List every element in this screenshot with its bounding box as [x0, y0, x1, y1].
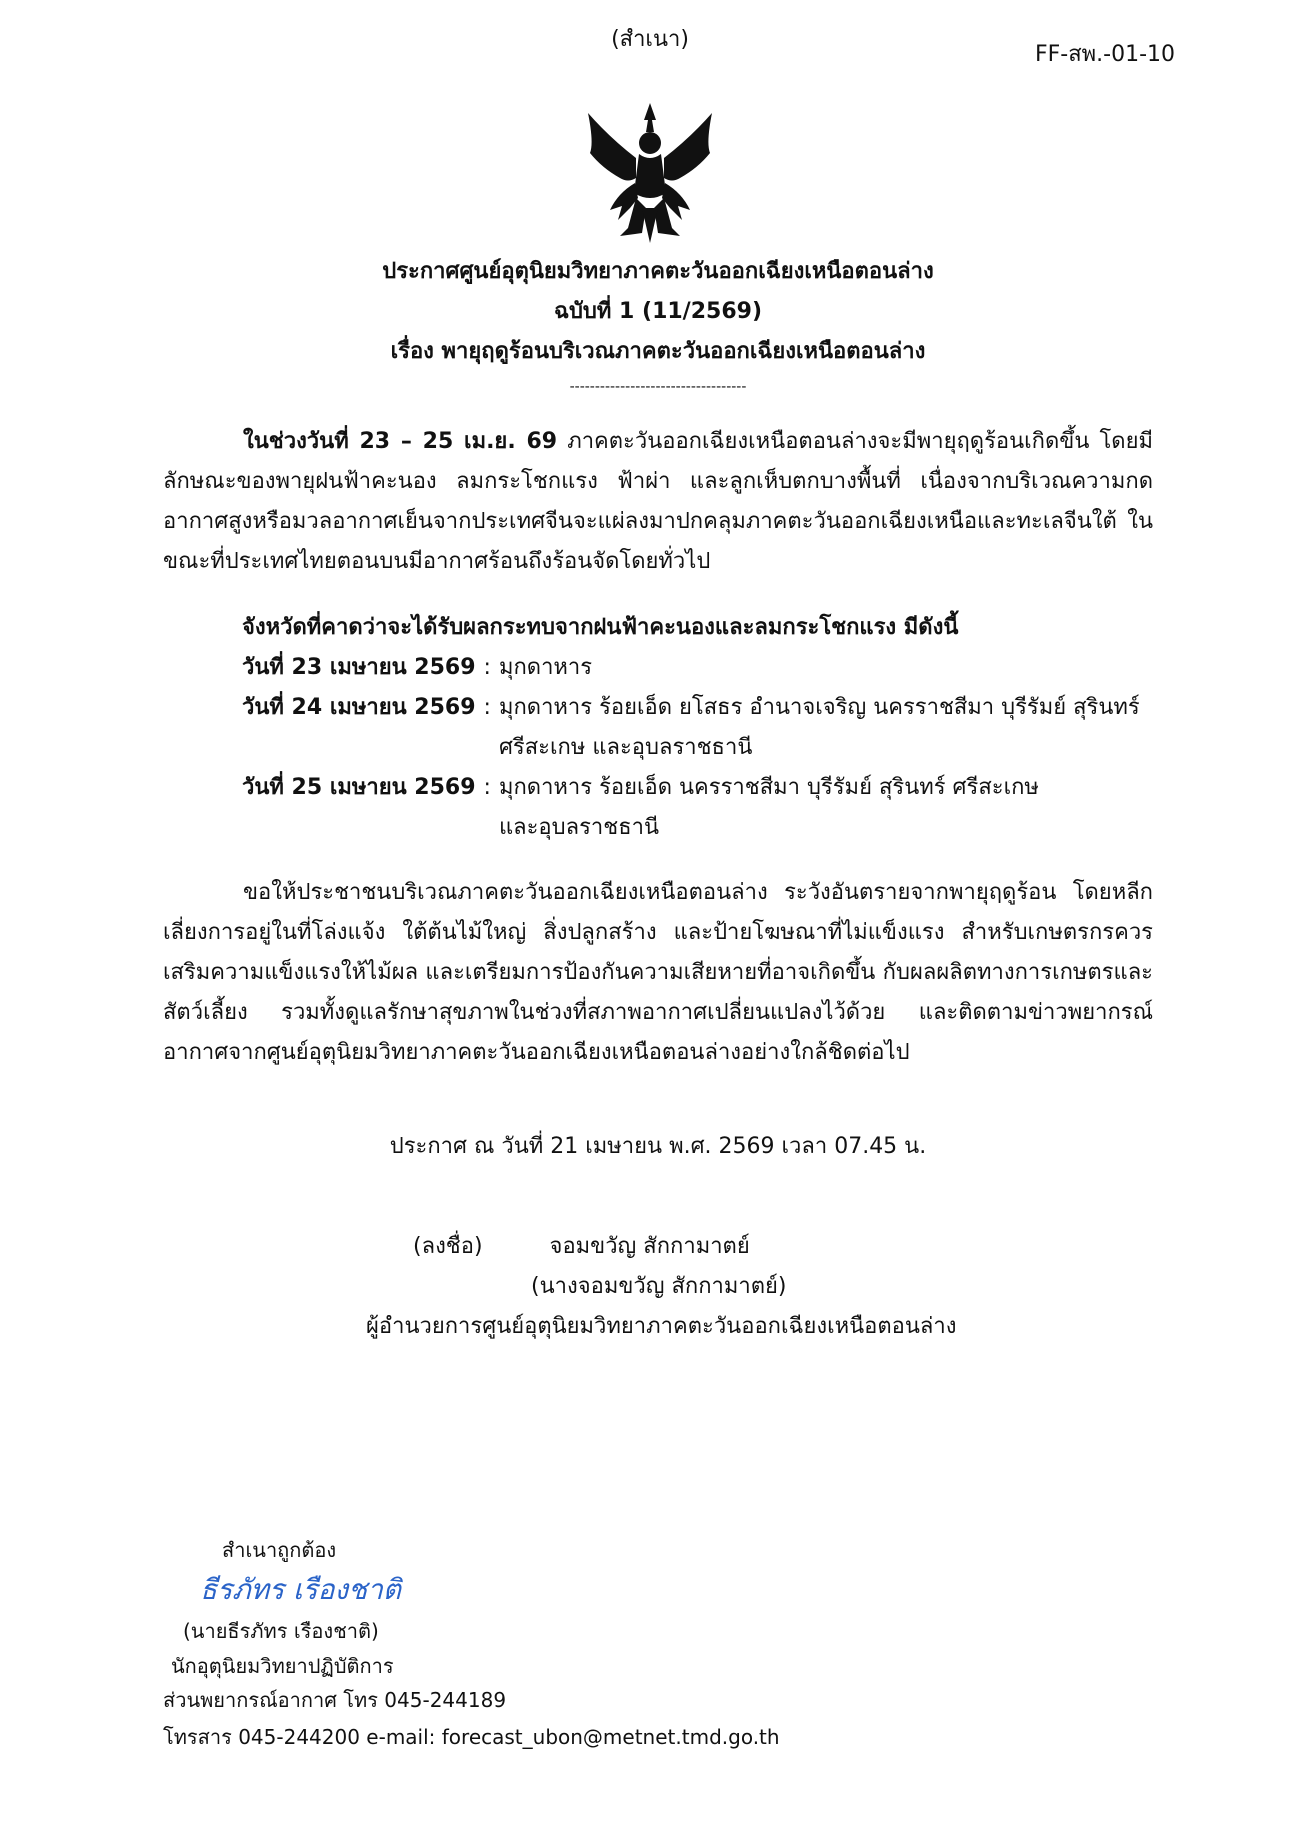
signed-name: จอมขวัญ สักกามาตย์: [549, 1234, 750, 1259]
signatory-block: [163, 1227, 1153, 1347]
title-divider: -----------------------------------: [569, 379, 747, 395]
paragraph-1-lead: ในช่วงวันที่ 23 – 25 เม.ย. 69: [243, 429, 558, 454]
provinces-heading: จังหวัดที่คาดว่าจะได้รับผลกระทบจากฝนฟ้าคะนองและลมกระโชกแรง มีดังนี้: [242, 615, 959, 640]
signed-line: [163, 1227, 1153, 1267]
day-provinces: มุกดาหาร ร้อยเอ็ด นครราชสีมา บุรีรัมย์ สุรินทร์ ศรีสะเกษ: [498, 775, 1039, 800]
certifier-name: (นายธีรภัทร เรืองชาติ): [183, 1619, 379, 1643]
day-provinces-block: [499, 688, 1153, 768]
day-provinces-block: [499, 768, 1153, 848]
day-provinces-cont: ศรีสะเกษ และอุบลราชธานี: [498, 735, 753, 760]
handwritten-signature: ธีรภัทร เรืองชาติ: [200, 1573, 401, 1606]
day-provinces: มุกดาหาร: [498, 655, 593, 680]
department-phone: ส่วนพยากรณ์อากาศ โทร 045-244189: [163, 1688, 507, 1712]
paragraph-1-text: ภาคตะวันออกเฉียงเหนือตอนล่างจะมีพายุฤดูร้อนเกิดขึ้น โดยมีลักษณะของพายุฝนฟ้าคะนอง ลมกระโชกแรง ฟ้าผ่า และลูกเห็บตกบางพื้นที่ เนื่องจากบริเวณความกดอากาศสูงหรือมวลอากาศเย็นจากประเทศจีนจะแผ่ลงมาปกคลุมภาคตะวันออกเฉียงเหนือและทะเลจีนใต้ ในขณะที่ประเทศไทยตอนบนมีอากาศร้อนถึงร้อนจัดโดยทั่วไป: [163, 429, 1153, 574]
days-list: [242, 648, 1153, 848]
day-date: วันที่ 25 เมษายน 2569: [242, 775, 476, 800]
paragraph-1: [163, 422, 1153, 582]
day-separator: :: [483, 655, 491, 680]
title-line-1: ประกาศศูนย์อุตุนิยมวิทยาภาคตะวันออกเฉียงเหนือตอนล่าง: [382, 259, 934, 284]
copy-mark: (สำเนา): [611, 27, 689, 52]
title-subject: เรื่อง พายุฤดูร้อนบริเวณภาคตะวันออกเฉียงเหนือตอนล่าง: [390, 339, 926, 364]
day-separator: :: [483, 695, 491, 720]
announcement-date: ประกาศ ณ วันที่ 21 เมษายน พ.ศ. 2569 เวลา 07.45 น.: [389, 1134, 927, 1159]
day-provinces-block: [499, 648, 1153, 688]
garuda-emblem-icon: [580, 98, 720, 248]
day-provinces-cont: และอุบลราชธานี: [498, 815, 660, 840]
fax-email: โทรสาร 045-244200 e-mail: forecast_ubon@metnet.tmd.go.th: [163, 1725, 780, 1749]
day-separator: :: [483, 775, 491, 800]
signatory-full-name: (นางจอมขวัญ สักกามาตย์): [531, 1274, 787, 1299]
certified-label: สำเนาถูกต้อง: [222, 1538, 337, 1562]
day-provinces: มุกดาหาร ร้อยเอ็ด ยโสธร อำนาจเจริญ นครราชสีมา บุรีรัมย์ สุรินทร์: [498, 695, 1140, 720]
paragraph-2-text: ขอให้ประชาชนบริเวณภาคตะวันออกเฉียงเหนือตอนล่าง ระวังอันตรายจากพายุฤดูร้อน โดยหลีกเลี่ยงการอยู่ในที่โล่งแจ้ง ใต้ต้นไม้ใหญ่ สิ่งปลูกสร้าง และป้ายโฆษณาที่ไม่แข็งแรง สำหรับเกษตรกรควรเสริมความแข็งแรงให้ไม้ผล และเตรียมการป้องกันความเสียหายที่อาจเกิดขึ้น กับผลผลิตทางการเกษตรและสัตว์เลี้ยง รวมทั้งดูแลรักษาสุขภาพในช่วงที่สภาพอากาศเปลี่ยนแปลงไว้ด้วย และติดตามข่าวพยากรณ์อากาศจากศูนย์อุตุนิยมวิทยาภาคตะวันออกเฉียงเหนือตอนล่างอย่างใกล้ชิดต่อไป: [163, 880, 1153, 1065]
provinces-section: [242, 608, 1153, 848]
title-issue: ฉบับที่ 1 (11/2569): [553, 299, 763, 324]
form-code: FF-สพ.-01-10: [1035, 42, 1176, 67]
certifier-position: นักอุตุนิยมวิทยาปฏิบัติการ: [171, 1654, 394, 1678]
signatory-position: ผู้อำนวยการศูนย์อุตุนิยมวิทยาภาคตะวันออกเฉียงเหนือตอนล่าง: [366, 1314, 957, 1339]
paragraph-2: [163, 873, 1153, 1073]
signed-label: (ลงชื่อ): [413, 1234, 483, 1259]
day-date: วันที่ 23 เมษายน 2569: [242, 655, 476, 680]
day-date: วันที่ 24 เมษายน 2569: [242, 695, 476, 720]
document-body: [163, 252, 1153, 1347]
